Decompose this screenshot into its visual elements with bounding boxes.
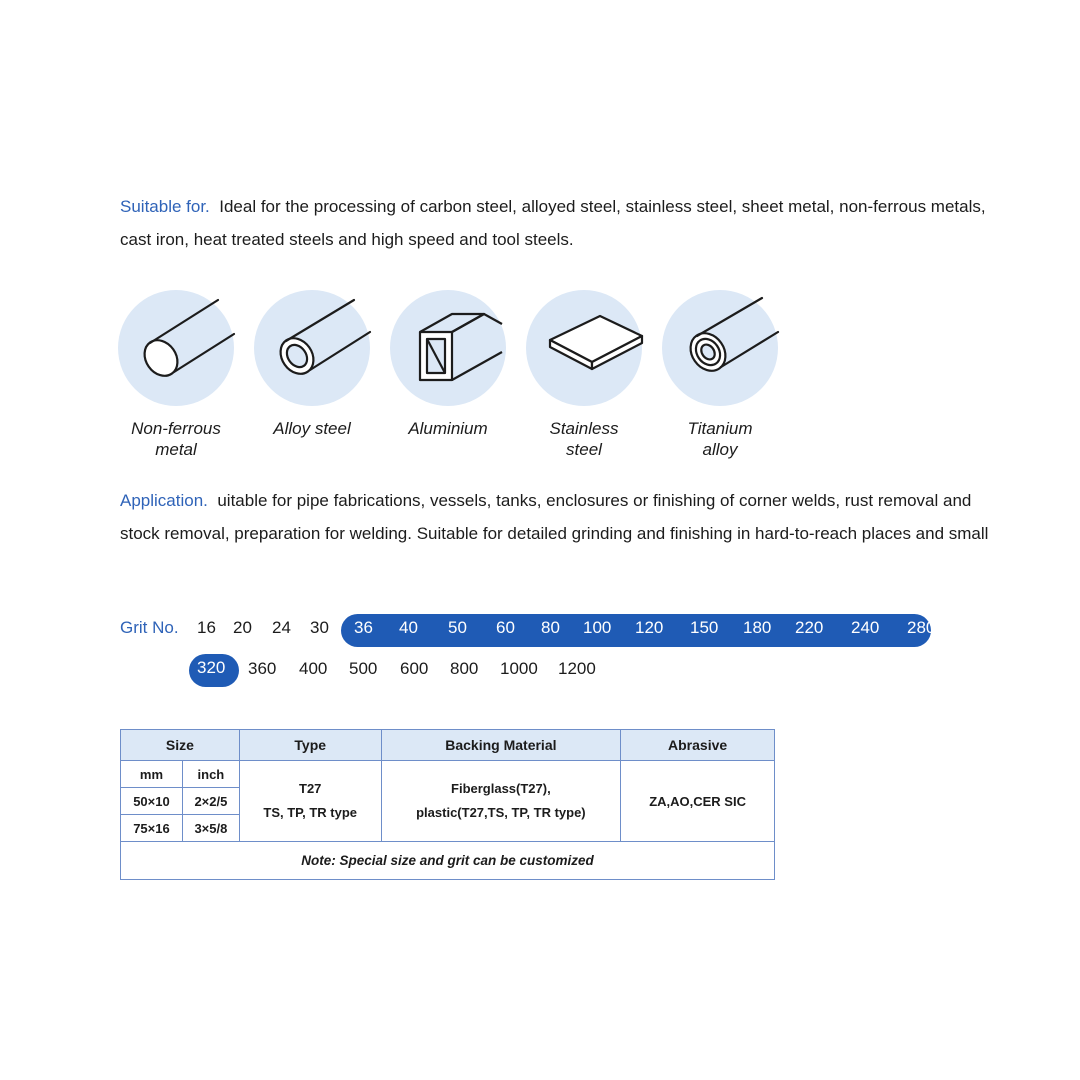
application-lead: Application. bbox=[120, 491, 208, 510]
grit-value: 600 bbox=[400, 659, 429, 678]
grit-value: 150 bbox=[690, 618, 719, 637]
grit-value: 220 bbox=[795, 618, 824, 637]
grit-value: 320 bbox=[197, 658, 226, 677]
square-tube-icon bbox=[390, 290, 506, 406]
material-stainless-steel bbox=[526, 290, 642, 460]
grit-value: 360 bbox=[248, 659, 277, 678]
solid-rod-icon bbox=[118, 290, 234, 406]
grit-value: 100 bbox=[583, 618, 612, 637]
material-titanium-alloy bbox=[662, 290, 778, 460]
thick-tube-icon bbox=[662, 290, 778, 406]
grit-value: 36 bbox=[354, 618, 373, 637]
grit-value: 400 bbox=[299, 659, 328, 678]
material-label-line1: Non-ferrous bbox=[131, 419, 221, 438]
grit-value: 50 bbox=[448, 618, 467, 637]
spec-table bbox=[120, 729, 775, 880]
application-paragraph bbox=[120, 484, 1000, 550]
grit-value: 16 bbox=[197, 618, 216, 637]
application-text: uitable for pipe fabrications, vessels, tanks, enclosures or finishing of corner welds, rust removal and stock removal, preparation for welding. Suitable for detailed grinding and finishing in hard-to-reach places and small bbox=[120, 491, 989, 543]
grit-value: 30 bbox=[310, 618, 329, 637]
table-header-row bbox=[121, 730, 775, 761]
material-aluminium bbox=[390, 290, 506, 439]
type-line1: T27 bbox=[299, 781, 322, 796]
backing-line1: Fiberglass(T27), bbox=[451, 781, 551, 796]
material-non-ferrous bbox=[118, 290, 234, 460]
material-label-line2: alloy bbox=[702, 440, 738, 459]
grit-value: 40 bbox=[399, 618, 418, 637]
suitable-for-text: Ideal for the processing of carbon steel, alloyed steel, stainless steel, sheet metal, non-ferrous metals, cast iron, heat treated steels and high speed and tool steels. bbox=[120, 197, 986, 249]
grit-value: 280 bbox=[907, 618, 936, 637]
material-label-line1: Alloy steel bbox=[273, 419, 351, 438]
header-size: Size bbox=[121, 730, 240, 761]
abrasive-cell: ZA,AO,CER SIC bbox=[621, 761, 775, 842]
grit-value: 20 bbox=[233, 618, 252, 637]
header-backing: Backing Material bbox=[381, 730, 621, 761]
grit-value: 80 bbox=[541, 618, 560, 637]
material-label-line1: Stainless bbox=[549, 419, 619, 438]
header-type: Type bbox=[239, 730, 381, 761]
header-abrasive: Abrasive bbox=[621, 730, 775, 761]
backing-line2: plastic(T27,TS, TP, TR type) bbox=[416, 805, 586, 820]
suitable-for-lead: Suitable for. bbox=[120, 197, 210, 216]
grit-value: 800 bbox=[450, 659, 479, 678]
grit-value: 24 bbox=[272, 618, 291, 637]
grit-value: 1000 bbox=[500, 659, 538, 678]
table-row bbox=[121, 761, 775, 788]
size-inch-cell: 3×5/8 bbox=[182, 815, 239, 842]
table-note: Note: Special size and grit can be customized bbox=[121, 842, 775, 880]
grit-highlight-band bbox=[341, 614, 936, 647]
size-inch-cell: 2×2/5 bbox=[182, 788, 239, 815]
tube-icon bbox=[254, 290, 370, 406]
grit-value: 180 bbox=[743, 618, 772, 637]
sub-header-inch: inch bbox=[182, 761, 239, 788]
grit-label: Grit No. bbox=[120, 618, 179, 637]
grit-value: 240 bbox=[851, 618, 880, 637]
flat-bar-icon bbox=[526, 290, 642, 406]
grit-highlight-band bbox=[189, 654, 239, 687]
backing-cell bbox=[381, 761, 621, 842]
size-mm-cell: 50×10 bbox=[121, 788, 183, 815]
suitable-for-paragraph bbox=[120, 190, 1000, 256]
table-note-row bbox=[121, 842, 775, 880]
material-label-line2: steel bbox=[566, 440, 602, 459]
grit-value: 1200 bbox=[558, 659, 596, 678]
material-alloy-steel bbox=[254, 290, 370, 439]
grit-value: 120 bbox=[635, 618, 664, 637]
type-cell bbox=[239, 761, 381, 842]
material-label-line1: Aluminium bbox=[408, 419, 488, 438]
grit-value: 60 bbox=[496, 618, 515, 637]
material-label-line1: Titanium bbox=[687, 419, 753, 438]
material-label-line2: metal bbox=[155, 440, 197, 459]
grit-value: 500 bbox=[349, 659, 378, 678]
type-line2: TS, TP, TR type bbox=[263, 805, 358, 820]
sub-header-mm: mm bbox=[121, 761, 183, 788]
size-mm-cell: 75×16 bbox=[121, 815, 183, 842]
